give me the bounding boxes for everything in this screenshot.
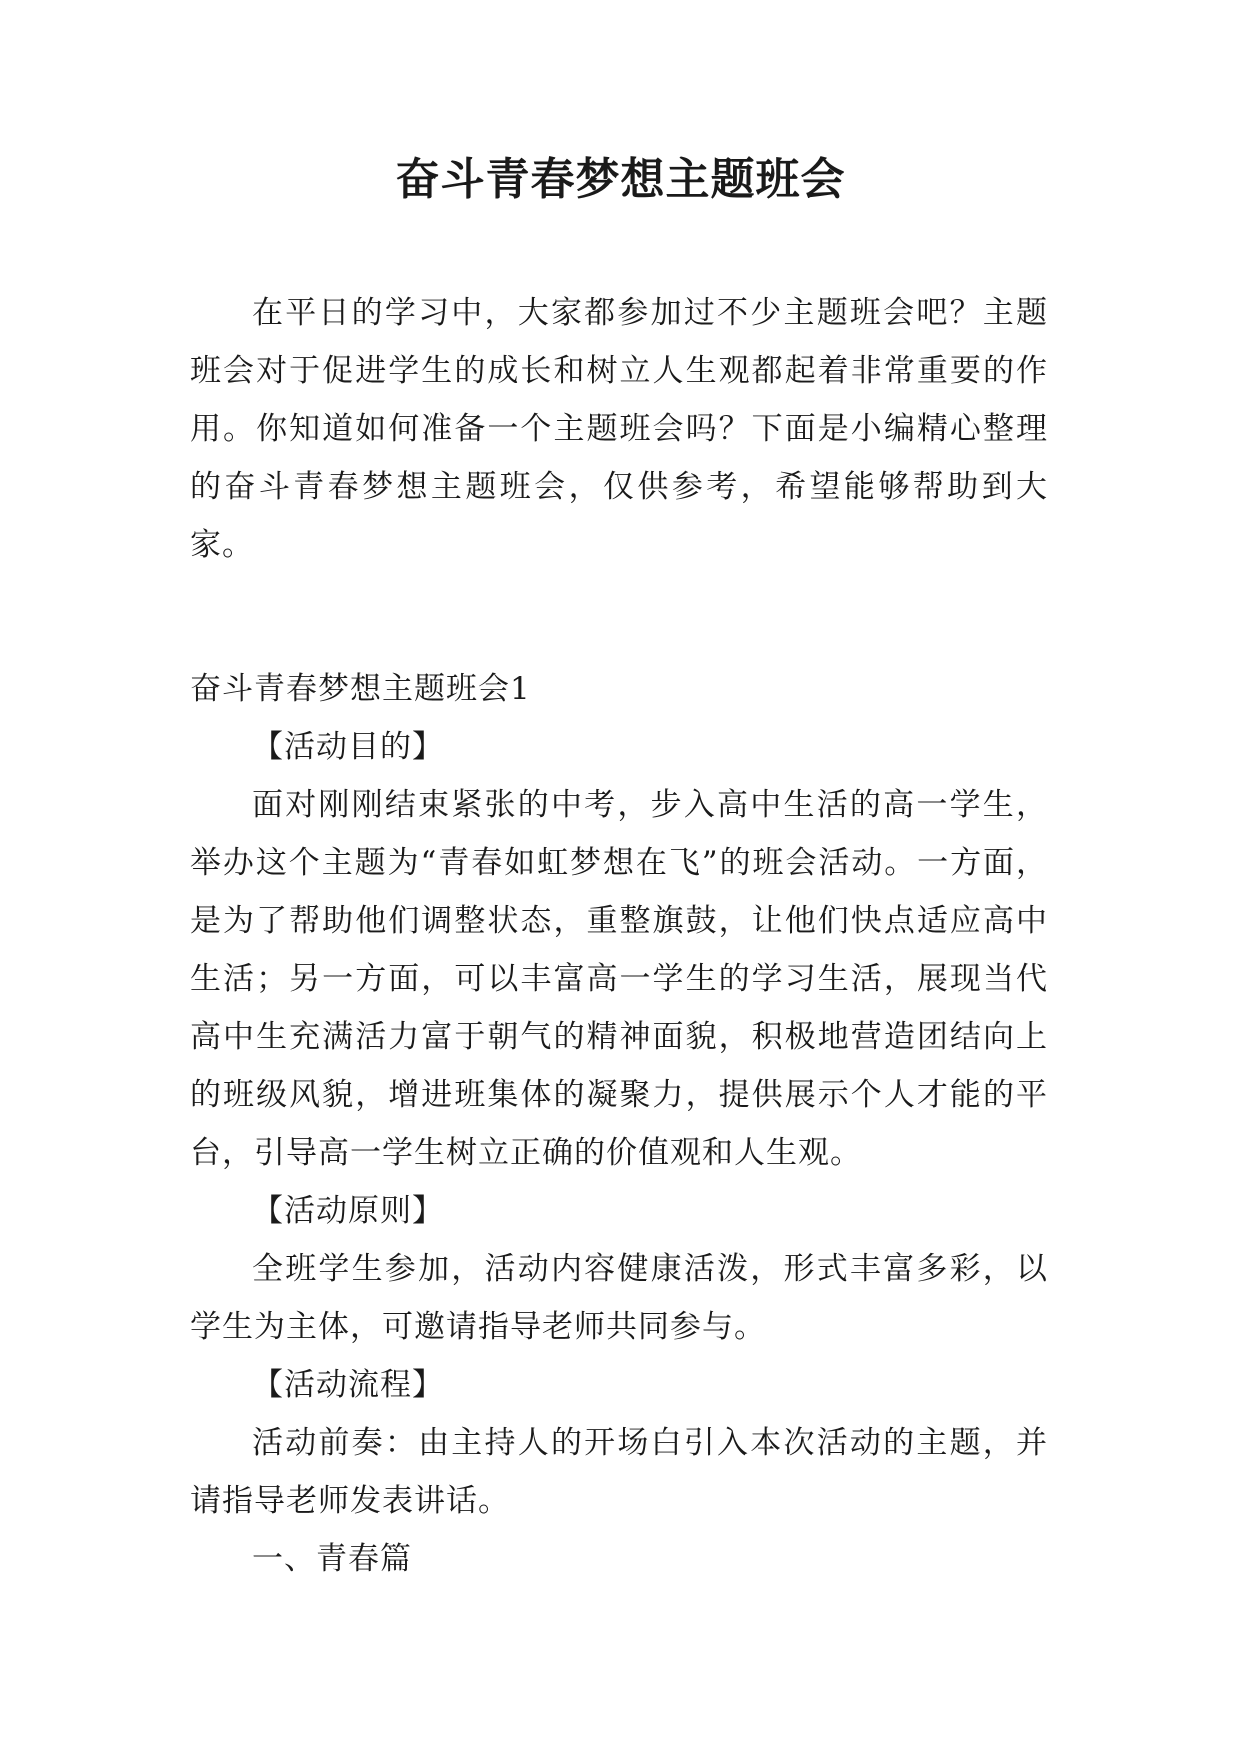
document-body <box>190 284 1048 1588</box>
purpose-paragraph: 面对刚刚结束紧张的中考，步入高中生活的高一学生，举办这个主题为“青春如虹梦想在飞”的班会活动。一方面，是为了帮助他们调整状态，重整旗鼓，让他们快点适应高中生活；另一方面，可以丰富高一学生的学习生活，展现当代高中生充满活力富于朝气的精神面貌，积极地营造团结向上的班级风貌，增进班集体的凝聚力，提供展示个人才能的平台，引导高一学生树立正确的价值观和人生观。 <box>190 787 1048 1171</box>
heading-process: 【活动流程】 <box>252 1367 444 1403</box>
heading-principle: 【活动原则】 <box>252 1193 444 1229</box>
section-title: 奋斗青春梦想主题班会1 <box>190 671 531 707</box>
document-title: 奋斗青春梦想主题班会 <box>395 154 846 205</box>
process-paragraph: 活动前奏：由主持人的开场白引入本次活动的主题，并请指导老师发表讲话。 <box>190 1425 1048 1519</box>
principle-paragraph: 全班学生参加，活动内容健康活泼，形式丰富多彩，以学生为主体，可邀请指导老师共同参与。 <box>190 1251 1048 1345</box>
intro-paragraph: 在平日的学习中，大家都参加过不少主题班会吧？主题班会对于促进学生的成长和树立人生观都起着非常重要的作用。你知道如何准备一个主题班会吗？下面是小编精心整理的奋斗青春梦想主题班会，仅供参考，希望能够帮助到大家。 <box>190 295 1048 563</box>
part-one-heading: 一、青春篇 <box>252 1541 412 1577</box>
heading-purpose: 【活动目的】 <box>252 729 444 765</box>
